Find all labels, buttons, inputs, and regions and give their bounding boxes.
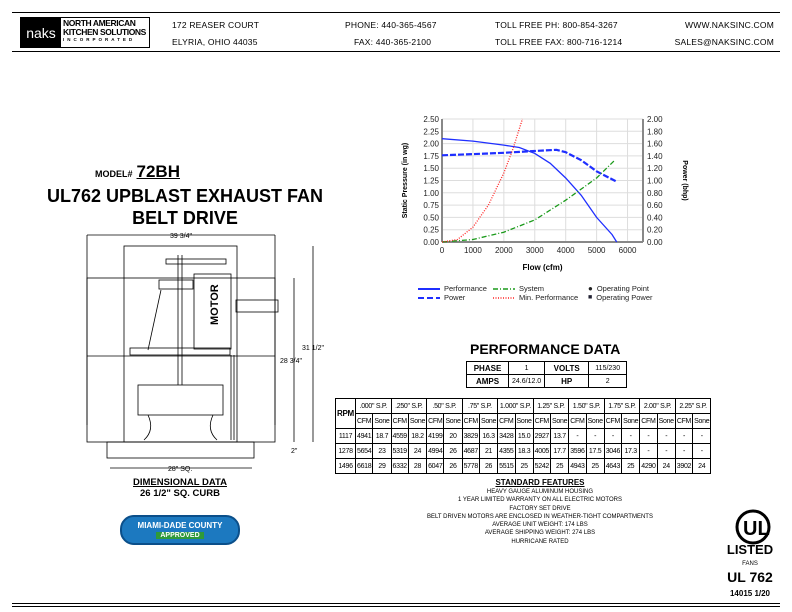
ul-listed: LISTED bbox=[726, 542, 774, 557]
sone-cell: 25 bbox=[586, 459, 604, 474]
height-dimension-2: 28 3/4" bbox=[280, 358, 302, 365]
sone-cell: 24 bbox=[408, 444, 426, 459]
y-tick-label: 0.75 bbox=[423, 201, 439, 211]
header-rule bbox=[12, 51, 780, 52]
sone-cell: 24 bbox=[657, 459, 675, 474]
cfm-cell: - bbox=[675, 444, 692, 459]
cfm-cell: 3902 bbox=[675, 459, 692, 474]
x-tick-label: 3000 bbox=[525, 246, 544, 255]
series-power-line bbox=[442, 150, 617, 182]
legend-performance: Performance bbox=[444, 284, 487, 293]
cfm-cell: 3596 bbox=[569, 444, 586, 459]
table-row bbox=[336, 429, 711, 444]
sone-header: Sone bbox=[622, 414, 640, 429]
feature-item: AVERAGE SHIPPING WEIGHT: 274 LBS bbox=[484, 530, 596, 537]
table-row bbox=[336, 444, 711, 459]
fan-curve-chart bbox=[395, 110, 695, 280]
cfm-header: CFM bbox=[675, 414, 692, 429]
rpm-cell: 1496 bbox=[336, 459, 356, 474]
x-tick-label: 4000 bbox=[556, 246, 575, 255]
sone-cell: 17.7 bbox=[551, 444, 569, 459]
y2-tick-label: 0.80 bbox=[647, 188, 663, 198]
cfm-cell: 5654 bbox=[356, 444, 373, 459]
sone-cell: 18.7 bbox=[373, 429, 391, 444]
hp-label: HP bbox=[545, 375, 589, 388]
cfm-header: CFM bbox=[462, 414, 479, 429]
cfm-cell: 4290 bbox=[640, 459, 657, 474]
cfm-cell: 4687 bbox=[462, 444, 479, 459]
feature-item: HURRICANE RATED bbox=[511, 538, 569, 545]
sone-cell: 25 bbox=[515, 459, 533, 474]
product-subtitle: BELT DRIVE bbox=[132, 208, 238, 228]
x-tick-label: 0 bbox=[439, 246, 445, 255]
electrical-table bbox=[466, 361, 627, 388]
cfm-header: CFM bbox=[391, 414, 408, 429]
amps-value: 24.6/12.0 bbox=[509, 375, 545, 388]
amps-label: AMPS bbox=[467, 375, 509, 388]
width-dimension: 39 3/4" bbox=[170, 233, 192, 240]
x-axis-label: Flow (cfm) bbox=[522, 263, 563, 272]
sone-cell: 28 bbox=[408, 459, 426, 474]
sone-cell: - bbox=[693, 444, 711, 459]
sone-header: Sone bbox=[586, 414, 604, 429]
dimensional-data-caption: DIMENSIONAL DATA bbox=[133, 477, 227, 488]
cfm-cell: 6332 bbox=[391, 459, 408, 474]
base-dimension: 28" SQ. bbox=[168, 466, 193, 473]
table-row bbox=[336, 459, 711, 474]
rpm-performance-table bbox=[335, 398, 711, 474]
sone-header: Sone bbox=[444, 414, 462, 429]
y2-tick-label: 0.00 bbox=[647, 238, 663, 247]
sone-cell: - bbox=[657, 444, 675, 459]
sp-header: 2.00" S.P. bbox=[640, 399, 676, 414]
cfm-header: CFM bbox=[533, 414, 550, 429]
sone-cell: - bbox=[622, 429, 640, 444]
motor-label: MOTOR bbox=[209, 284, 221, 325]
y2-tick-label: 0.60 bbox=[647, 201, 663, 211]
sone-cell: - bbox=[693, 429, 711, 444]
cfm-cell: 6618 bbox=[356, 459, 373, 474]
hp-value: 2 bbox=[589, 375, 627, 388]
cfm-cell: 3428 bbox=[498, 429, 515, 444]
y-tick-label: 1.75 bbox=[423, 151, 439, 161]
product-title: UL762 UPBLAST EXHAUST FAN bbox=[46, 186, 324, 206]
sone-cell: 26 bbox=[444, 459, 462, 474]
cfm-cell: - bbox=[640, 444, 657, 459]
x-tick-label: 2000 bbox=[494, 246, 513, 255]
y-tick-label: 1.50 bbox=[423, 164, 439, 174]
cfm-cell: - bbox=[569, 429, 586, 444]
address-line1: 172 REASER COURT bbox=[172, 20, 260, 30]
sone-header: Sone bbox=[657, 414, 675, 429]
miami-dade-badge bbox=[120, 515, 240, 545]
cfm-cell: 2927 bbox=[533, 429, 550, 444]
model-label: MODEL# bbox=[95, 169, 133, 179]
features-title: STANDARD FEATURES bbox=[495, 478, 585, 487]
sone-cell: 24 bbox=[693, 459, 711, 474]
sone-cell: 25 bbox=[622, 459, 640, 474]
cfm-cell: 4943 bbox=[569, 459, 586, 474]
x-tick-label: 6000 bbox=[618, 246, 637, 255]
sp-header: .75" S.P. bbox=[462, 399, 498, 414]
sone-cell: 18.2 bbox=[408, 429, 426, 444]
website-link[interactable]: WWW.NAKSINC.COM bbox=[685, 20, 774, 30]
rpm-cell: 1278 bbox=[336, 444, 356, 459]
y-tick-label: 2.50 bbox=[423, 115, 439, 124]
badge-approved: APPROVED bbox=[156, 532, 203, 539]
sone-cell: 20 bbox=[444, 429, 462, 444]
y2-tick-label: 1.40 bbox=[647, 151, 663, 161]
cfm-cell: 6047 bbox=[427, 459, 444, 474]
top-rule bbox=[12, 12, 780, 13]
volts-value: 115/230 bbox=[589, 362, 627, 375]
feature-item: AVERAGE UNIT WEIGHT: 174 LBS bbox=[492, 522, 588, 529]
logo-line1: NORTH AMERICAN bbox=[63, 18, 136, 28]
sone-cell: - bbox=[586, 429, 604, 444]
cfm-cell: 5319 bbox=[391, 444, 408, 459]
cfm-header: CFM bbox=[640, 414, 657, 429]
phone: PHONE: 440-365-4567 bbox=[345, 20, 437, 30]
y-tick-label: 1.25 bbox=[423, 176, 439, 186]
ul-logo-icon bbox=[733, 508, 773, 546]
feature-item: BELT DRIVEN MOTORS ARE ENCLOSED IN WEATHER-TIGHT COMPARTMENTS bbox=[427, 513, 653, 520]
sp-header: .000" S.P. bbox=[356, 399, 392, 414]
curb-caption: 26 1/2" SQ. CURB bbox=[139, 488, 220, 499]
cfm-cell: 4355 bbox=[498, 444, 515, 459]
standard-features bbox=[400, 478, 680, 546]
svg-text:UL: UL bbox=[743, 518, 770, 540]
sp-header: .50" S.P. bbox=[427, 399, 463, 414]
sone-header: Sone bbox=[551, 414, 569, 429]
cfm-header: CFM bbox=[569, 414, 586, 429]
cfm-cell: - bbox=[604, 429, 621, 444]
cfm-cell: 4994 bbox=[427, 444, 444, 459]
performance-data-title: PERFORMANCE DATA bbox=[470, 341, 621, 357]
legend-operating-power: ■ Operating Power bbox=[588, 293, 653, 302]
sone-cell: 26 bbox=[479, 459, 497, 474]
fax: FAX: 440-365-2100 bbox=[354, 37, 432, 47]
sp-header: .250" S.P. bbox=[391, 399, 427, 414]
x-tick-label: 5000 bbox=[587, 246, 606, 255]
toll-free-phone: TOLL FREE PH: 800-854-3267 bbox=[495, 20, 618, 30]
phase-label: PHASE bbox=[467, 362, 509, 375]
model-number bbox=[95, 162, 180, 182]
sone-cell: 15.0 bbox=[515, 429, 533, 444]
y-tick-label: 2.00 bbox=[423, 139, 439, 149]
y2-tick-label: 2.00 bbox=[647, 115, 663, 124]
ul-standard: UL 762 bbox=[727, 569, 773, 585]
y2-tick-label: 0.20 bbox=[647, 225, 663, 235]
y2-tick-label: 1.20 bbox=[647, 164, 663, 174]
sone-cell: - bbox=[657, 429, 675, 444]
feature-item: 1 YEAR LIMITED WARRANTY ON ALL ELECTRIC MOTORS bbox=[458, 497, 622, 504]
curb-dimension: 2" bbox=[291, 448, 298, 455]
y-tick-label: 0.25 bbox=[423, 225, 439, 235]
sone-header: Sone bbox=[693, 414, 711, 429]
y-tick-label: 1.00 bbox=[423, 188, 439, 198]
cfm-header: CFM bbox=[604, 414, 621, 429]
cfm-cell: - bbox=[640, 429, 657, 444]
phase-value: 1 bbox=[509, 362, 545, 375]
cfm-cell: 5515 bbox=[498, 459, 515, 474]
sp-header: 1.50" S.P. bbox=[569, 399, 605, 414]
sone-header: Sone bbox=[373, 414, 391, 429]
cfm-cell: 4643 bbox=[604, 459, 621, 474]
toll-free-fax: TOLL FREE FAX: 800-716-1214 bbox=[495, 37, 623, 47]
rpm-cell: 1117 bbox=[336, 429, 356, 444]
sone-cell: 21 bbox=[479, 444, 497, 459]
x-tick-label: 1000 bbox=[464, 246, 482, 255]
legend-power: Power bbox=[444, 293, 466, 302]
y-tick-label: 0.50 bbox=[423, 213, 439, 223]
sone-header: Sone bbox=[408, 414, 426, 429]
cfm-cell: 4005 bbox=[533, 444, 550, 459]
dimensional-drawing bbox=[70, 225, 330, 475]
legend-min-performance: Min. Performance bbox=[519, 293, 579, 302]
y-tick-label: 2.25 bbox=[423, 127, 439, 137]
email-link[interactable]: SALES@NAKSINC.COM bbox=[674, 37, 774, 47]
cfm-cell: 4199 bbox=[427, 429, 444, 444]
cfm-header: CFM bbox=[427, 414, 444, 429]
y2-tick-label: 1.00 bbox=[647, 176, 663, 186]
sone-cell: 23 bbox=[373, 444, 391, 459]
sone-cell: 26 bbox=[444, 444, 462, 459]
cfm-cell: 3829 bbox=[462, 429, 479, 444]
sp-header: 1.000" S.P. bbox=[498, 399, 534, 414]
logo-mark: naks bbox=[21, 18, 61, 47]
logo-line2: KITCHEN SOLUTIONS bbox=[63, 27, 146, 37]
sone-cell: 17.3 bbox=[622, 444, 640, 459]
model-value: 72BH bbox=[136, 162, 180, 181]
y-axis-label: Static Pressure (in wg) bbox=[402, 142, 409, 219]
y2-tick-label: 1.60 bbox=[647, 139, 663, 149]
sone-header: Sone bbox=[515, 414, 533, 429]
address-line2: ELYRIA, OHIO 44035 bbox=[172, 37, 258, 47]
cfm-cell: 4941 bbox=[356, 429, 373, 444]
fan-housing bbox=[124, 246, 237, 442]
bottom-rule bbox=[12, 603, 780, 604]
logo-line3: INCORPORATED bbox=[63, 37, 136, 42]
cfm-cell: - bbox=[675, 429, 692, 444]
sone-header: Sone bbox=[479, 414, 497, 429]
badge-line1: MIAMI-DADE COUNTY bbox=[137, 521, 223, 530]
sone-cell: 25 bbox=[551, 459, 569, 474]
company-logo bbox=[20, 17, 150, 48]
cfm-cell: 5242 bbox=[533, 459, 550, 474]
legend-system: System bbox=[519, 284, 545, 293]
height-dimension-1: 31 1/2" bbox=[302, 345, 324, 352]
document-code: 14015 1/20 bbox=[729, 589, 771, 598]
sone-cell: 13.7 bbox=[551, 429, 569, 444]
bottom-rule-2 bbox=[12, 606, 780, 607]
y2-tick-label: 0.40 bbox=[647, 213, 663, 223]
volts-label: VOLTS bbox=[545, 362, 589, 375]
y2-axis-label: Power (bhp) bbox=[681, 160, 688, 201]
rpm-header: RPM bbox=[336, 399, 356, 429]
sone-cell: 18.3 bbox=[515, 444, 533, 459]
cfm-cell: 4559 bbox=[391, 429, 408, 444]
sp-header: 2.25" S.P. bbox=[675, 399, 711, 414]
feature-item: HEAVY GAUGE ALUMINUM HOUSING bbox=[486, 489, 594, 495]
sp-header: 1.75" S.P. bbox=[604, 399, 640, 414]
ul-fans: FANS bbox=[742, 561, 758, 567]
cfm-header: CFM bbox=[356, 414, 373, 429]
sone-cell: 17.5 bbox=[586, 444, 604, 459]
sone-cell: 29 bbox=[373, 459, 391, 474]
feature-item: FACTORY SET DRIVE bbox=[509, 505, 571, 512]
sone-cell: 16.3 bbox=[479, 429, 497, 444]
cfm-cell: 3046 bbox=[604, 444, 621, 459]
legend-operating-point: ● Operating Point bbox=[588, 284, 649, 293]
cfm-cell: 5778 bbox=[462, 459, 479, 474]
y-tick-label: 0.00 bbox=[423, 238, 439, 247]
sp-header: 1.25" S.P. bbox=[533, 399, 569, 414]
cfm-header: CFM bbox=[498, 414, 515, 429]
y2-tick-label: 1.80 bbox=[647, 127, 663, 137]
